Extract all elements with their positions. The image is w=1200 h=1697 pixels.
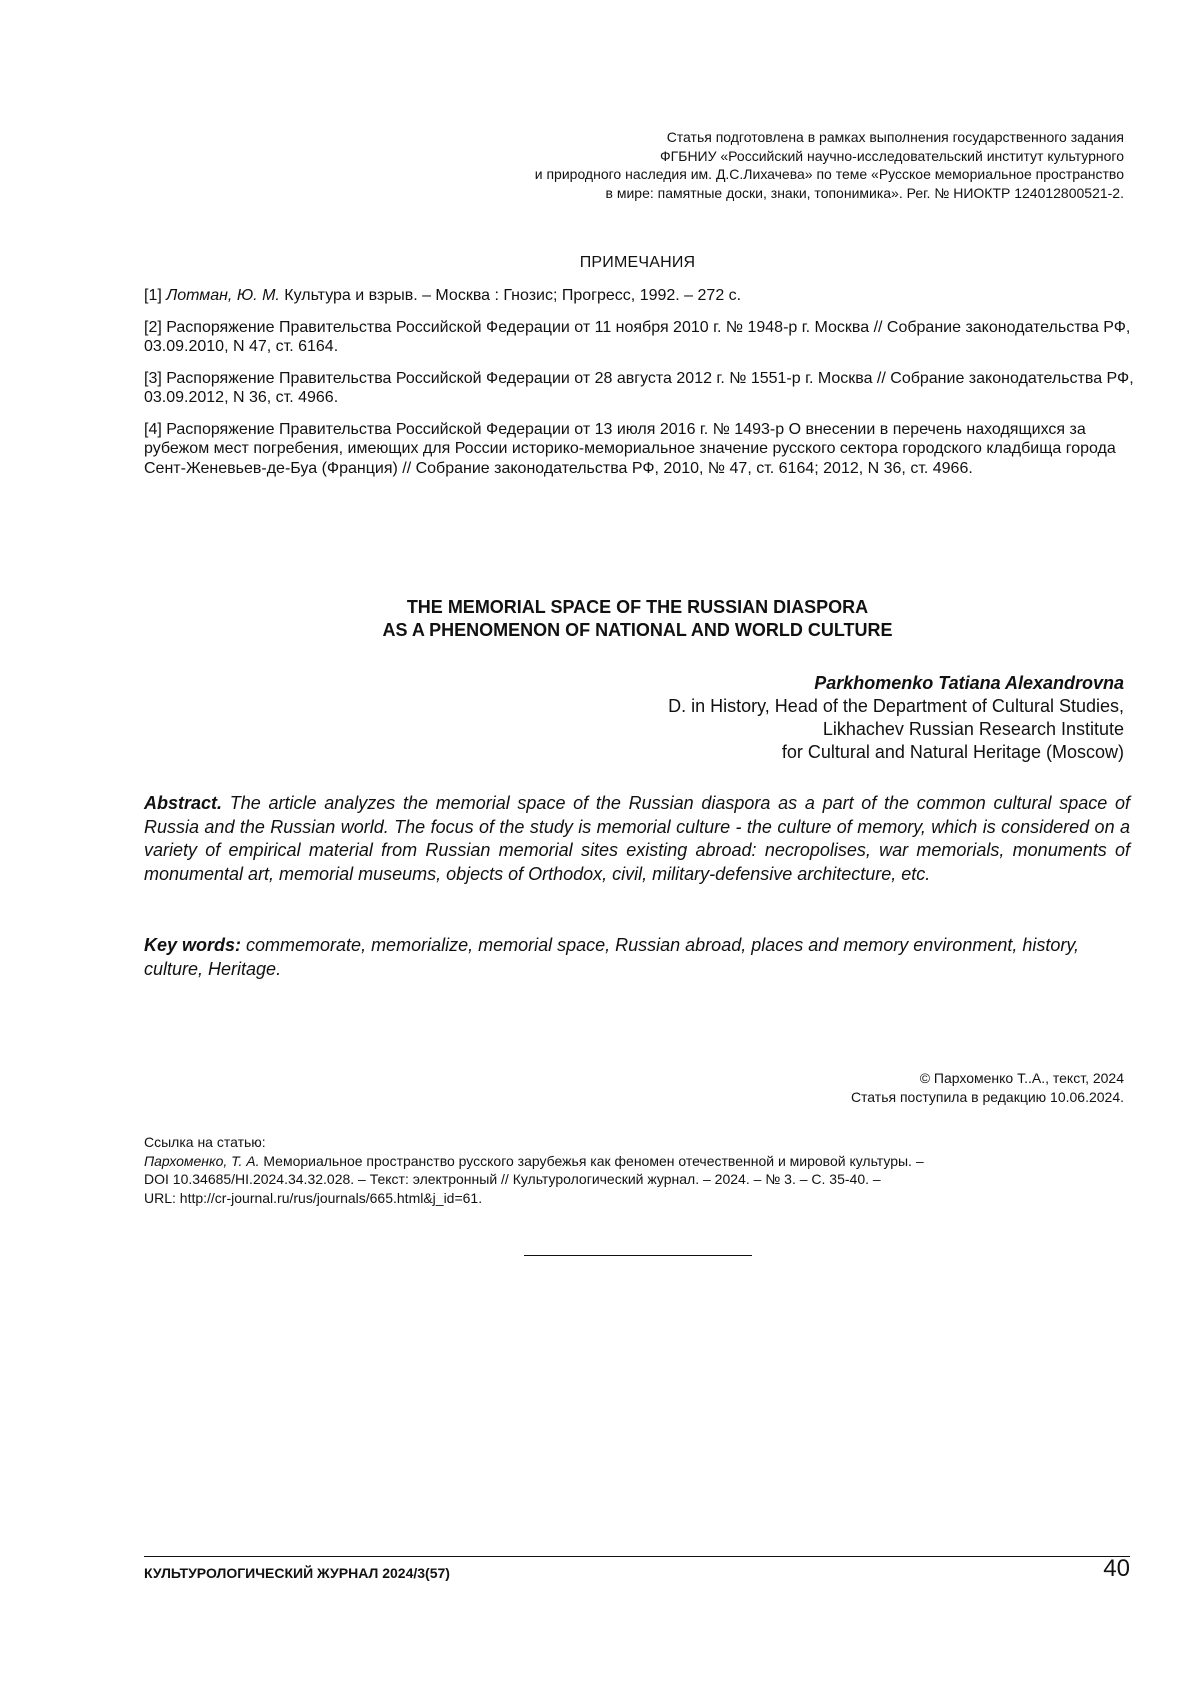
note-author: Лотман, Ю. М. [166, 287, 280, 304]
author-block [424, 672, 1124, 764]
citation-line [144, 1152, 1144, 1171]
page-number: 40 [1103, 1555, 1130, 1582]
english-title [0, 596, 1200, 642]
note-item [144, 420, 1134, 479]
note-text: Распоряжение Правительства Российской Федерации от 28 августа 2012 г. № 1551-р г. Москва // Собрание законодательства РФ, 03.09.2012, N 36, ст. 4966. [144, 369, 1134, 406]
note-text: Распоряжение Правительства Российской Федерации от 13 июля 2016 г. № 1493-р О внесении в перечень находящихся за рубежом мест погребения, имеющих для России историко-мемориальное значение русского сектора городского кладбища города Сент-Женевьев-де-Буа (Франция) // Собрание законодательства РФ, 2010, № 47, ст. 6164; 2012, N 36, ст. 4966. [144, 420, 1116, 477]
keywords-label: Key words: [144, 935, 242, 955]
notes-list [144, 286, 1134, 490]
note-item [144, 286, 1134, 306]
note-number: [3] [144, 369, 167, 387]
keywords [144, 934, 1130, 981]
affiliation-line: for Cultural and Natural Heritage (Moscow) [781, 742, 1124, 762]
funding-line: Статья подготовлена в рамках выполнения государственного задания [666, 129, 1124, 145]
abstract-label: Abstract. [144, 793, 223, 813]
note-number: [4] [144, 420, 167, 438]
affiliation-line: Likhachev Russian Research Institute [822, 719, 1124, 739]
journal-name: КУЛЬТУРОЛОГИЧЕСКИЙ ЖУРНАЛ 2024/3(57) [144, 1565, 450, 1581]
citation-label: Ссылка на статью: [144, 1134, 266, 1150]
funding-line: и природного наследия им. Д.С.Лихачева» по теме «Русское мемориальное пространство [534, 166, 1124, 182]
keywords-text: commemorate, memorialize, memorial space, Russian abroad, places and memory environment, history, culture, Heritage. [144, 935, 1080, 979]
title-line: AS A PHENOMENON OF NATIONAL AND WORLD CULTURE [382, 620, 893, 640]
notes-heading: ПРИМЕЧАНИЯ [579, 254, 696, 271]
note-item [144, 369, 1134, 408]
note-number: [1] [144, 287, 167, 304]
citation-block [144, 1133, 1144, 1207]
citation-doi-line: DOI 10.34685/HI.2024.34.32.028. – Текст: электронный // Культурологический журнал. – 2024. – № 3. – С. 35-40. – [144, 1171, 881, 1187]
funding-line: ФГБНИУ «Российский научно-исследовательский институт культурного [660, 147, 1124, 164]
title-line: THE MEMORIAL SPACE OF THE RUSSIAN DIASPORA [406, 597, 869, 617]
citation-url-line: URL: http://cr-journal.ru/rus/journals/665.html&j_id=61. [144, 1189, 483, 1206]
author-name: Parkhomenko Tatiana Alexandrovna [814, 673, 1124, 693]
affiliation-line: D. in History, Head of the Department of Cultural Studies, [668, 696, 1124, 716]
note-number: [2] [144, 318, 167, 336]
copyright-block [524, 1069, 1124, 1107]
abstract-text: The article analyzes the memorial space of the Russian diaspora as a part of the common cultural space of Russia and the Russian world. The focus of the study is memorial culture - the culture of memory, which is considered on a variety of empirical material from Russian memorial sites existing abroad: necropolises, war memorials, monuments of monumental art, memorial museums, objects of Orthodox, civil, military-defensive architecture, etc. [144, 793, 1130, 884]
received-date: Статья поступила в редакцию 10.06.2024. [850, 1089, 1124, 1105]
note-item [144, 318, 1134, 357]
footer-rule [144, 1556, 1130, 1557]
citation-author: Пархоменко, Т. А. [144, 1152, 260, 1169]
separator-line [524, 1255, 752, 1256]
note-text: Культура и взрыв. – Москва : Гнозис; Прогресс, 1992. – 272 с. [279, 287, 742, 304]
note-text: Распоряжение Правительства Российской Федерации от 11 ноября 2010 г. № 1948-р г. Москва // Собрание законодательства РФ, 03.09.2010, N 47, ст. 6164. [144, 318, 1131, 355]
citation-text: Мемориальное пространство русского зарубежья как феномен отечественной и мировой культуры. – [259, 1152, 924, 1169]
funding-line: в мире: памятные доски, знаки, топонимика». Рег. № НИОКТР 124012800521-2. [605, 184, 1124, 201]
funding-note [364, 128, 1124, 202]
copyright-line: © Пархоменко Т..А., текст, 2024 [919, 1070, 1124, 1086]
abstract [144, 792, 1130, 886]
